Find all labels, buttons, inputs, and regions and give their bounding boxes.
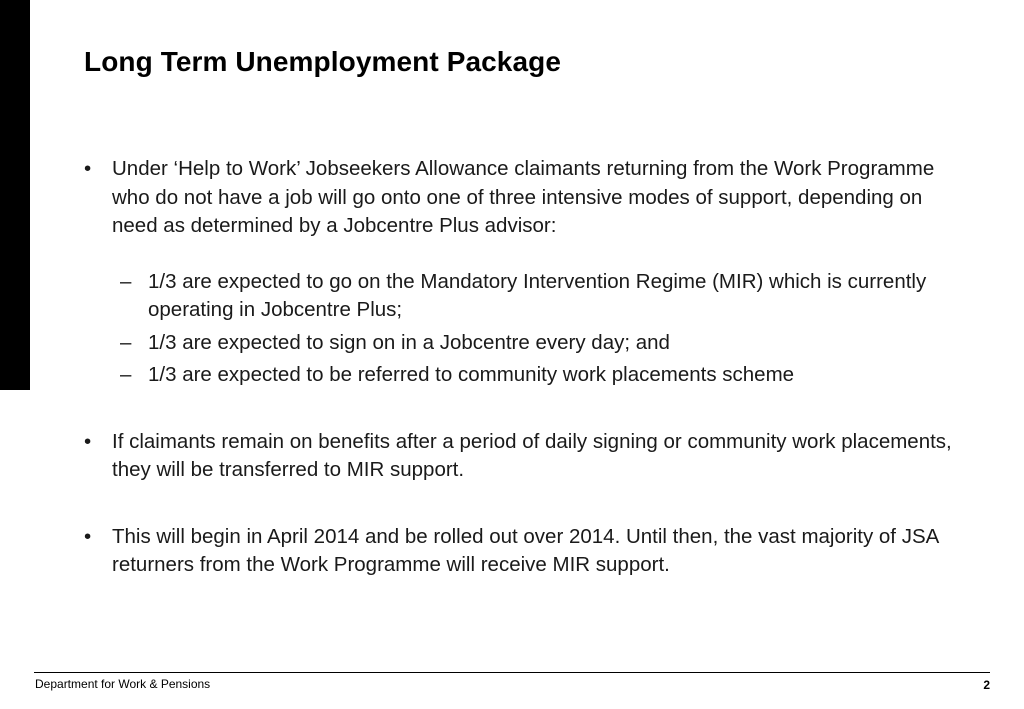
sub-bullet-marker: – [120, 363, 132, 386]
sub-bullet-text: 1/3 are expected to sign on in a Jobcentre every day; and [148, 330, 670, 354]
sub-bullet-item [84, 329, 964, 358]
bullet-marker: • [84, 157, 92, 180]
page-number: 2 [983, 678, 990, 692]
sub-bullet-list [84, 268, 964, 390]
sub-bullet-item [84, 268, 964, 325]
bullet-text: If claimants remain on benefits after a period of daily signing or community work placements, they will be transferred to MIR support. [112, 429, 952, 481]
bullet-item [84, 428, 964, 485]
bullet-item [84, 155, 964, 241]
side-accent-bar [0, 0, 30, 390]
bullet-marker: • [84, 429, 92, 453]
bullet-text: This will begin in April 2014 and be rolled out over 2014. Until then, the vast majority of JSA returners from the Work Programme will receive MIR support. [112, 524, 939, 576]
sub-bullet-marker: – [120, 269, 132, 293]
bullet-item [84, 523, 964, 580]
bullet-text: Under ‘Help to Work’ Jobseekers Allowance claimants returning from the Work Programme who do not have a job will go onto one of three intensive modes of support, depending on need as determined by a Jobcentre Plus advisor: [112, 157, 935, 237]
sub-bullet-item [84, 361, 964, 390]
footer-divider [34, 672, 990, 673]
footer-organization: Department for Work & Pensions [35, 677, 211, 691]
slide-body [84, 155, 964, 580]
sub-bullet-text: 1/3 are expected to go on the Mandatory Intervention Regime (MIR) which is currently operating in Jobcentre Plus; [148, 269, 927, 321]
sub-bullet-text: 1/3 are expected to be referred to community work placements scheme [148, 363, 795, 386]
sub-bullet-marker: – [120, 330, 132, 354]
bullet-marker: • [84, 524, 92, 548]
slide-title: Long Term Unemployment Package [84, 46, 562, 77]
